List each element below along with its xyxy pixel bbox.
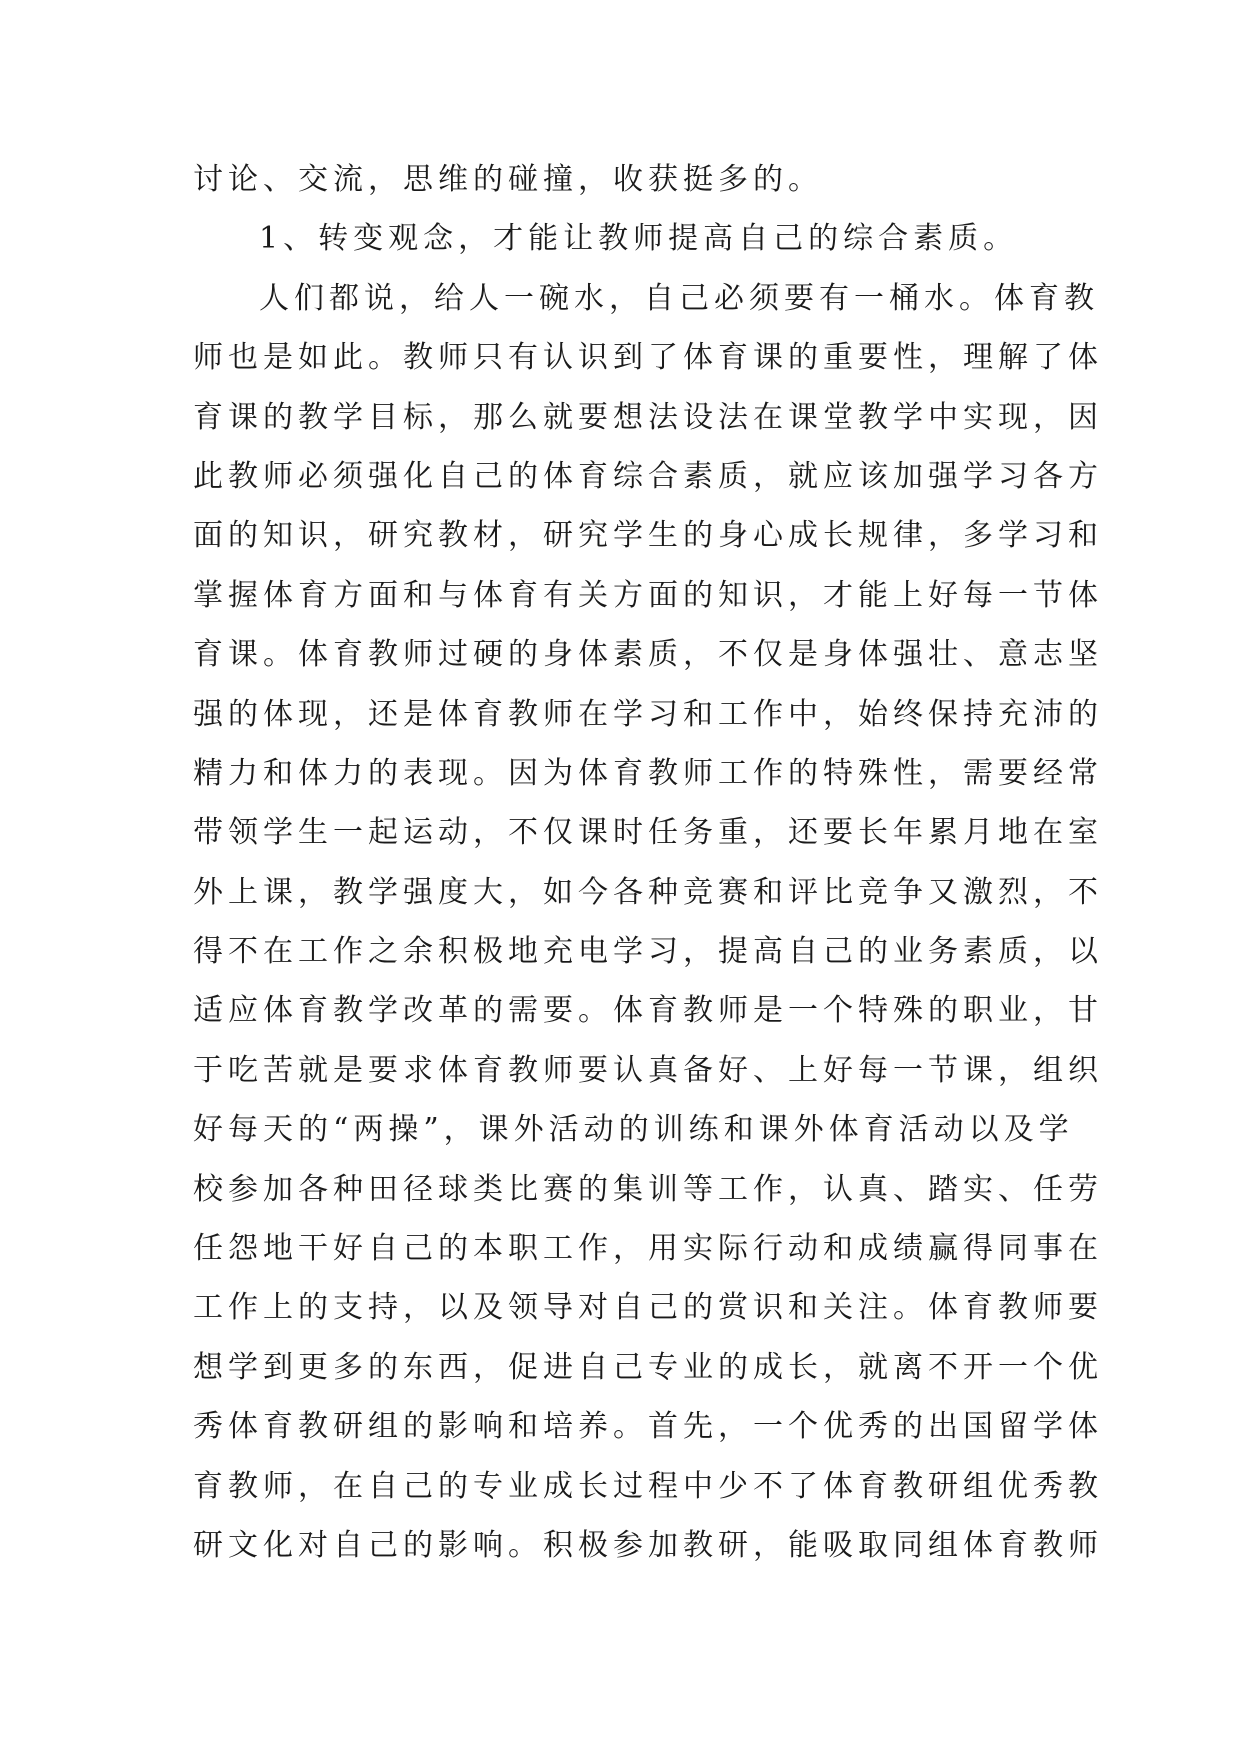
text-line: 育课的教学目标，那么就要想法设法在课堂教学中实现，因 — [193, 399, 1103, 435]
text-line: 得不在工作之余积极地充电学习，提高自己的业务素质，以 — [193, 934, 1103, 970]
text-line: 面的知识，研究教材，研究学生的身心成长规律，多学习和 — [193, 518, 1103, 554]
text-line: 育教师，在自己的专业成长过程中少不了体育教研组优秀教 — [193, 1468, 1103, 1504]
text-line: 此教师必须强化自己的体育综合素质，就应该加强学习各方 — [193, 458, 1103, 494]
text-line: 适应体育教学改革的需要。体育教师是一个特殊的职业，甘 — [193, 993, 1103, 1029]
text-line: 精力和体力的表现。因为体育教师工作的特殊性，需要经常 — [193, 755, 1103, 791]
text-line: 人们都说，给人一碗水，自己必须要有一桶水。体育教 — [259, 280, 1099, 316]
body-text — [193, 160, 1103, 1585]
text-line: 育课。体育教师过硬的身体素质，不仅是身体强壮、意志坚 — [193, 637, 1103, 673]
section-heading: 1、转变观念，才能让教师提高自己的综合素质。 — [259, 221, 1019, 257]
text-line: 研文化对自己的影响。积极参加教研，能吸取同组体育教师 — [193, 1527, 1103, 1563]
text-line: 掌握体育方面和与体育有关方面的知识，才能上好每一节体 — [193, 577, 1103, 613]
text-line: 强的体现，还是体育教师在学习和工作中，始终保持充沛的 — [193, 696, 1103, 732]
text-line: 师也是如此。教师只有认识到了体育课的重要性，理解了体 — [193, 340, 1103, 376]
text-line: 工作上的支持，以及领导对自己的赏识和关注。体育教师要 — [193, 1290, 1103, 1326]
text-line: 于吃苦就是要求体育教师要认真备好、上好每一节课，组织 — [193, 1052, 1103, 1088]
text-line: 任怨地干好自己的本职工作，用实际行动和成绩赢得同事在 — [193, 1231, 1103, 1267]
text-line: 校参加各种田径球类比赛的集训等工作，认真、踏实、任劳 — [193, 1171, 1103, 1207]
text-line: 带领学生一起运动，不仅课时任务重，还要长年累月地在室 — [193, 815, 1103, 851]
text-line: 好每天的“两操”，课外活动的训练和课外体育活动以及学 — [193, 1112, 1074, 1148]
text-line: 想学到更多的东西，促进自己专业的成长，就离不开一个优 — [193, 1349, 1103, 1385]
text-line: 讨论、交流，思维的碰撞，收获挺多的。 — [193, 162, 823, 197]
text-line: 外上课，教学强度大，如今各种竞赛和评比竞争又激烈，不 — [193, 874, 1103, 910]
text-line: 秀体育教研组的影响和培养。首先，一个优秀的出国留学体 — [193, 1409, 1103, 1445]
